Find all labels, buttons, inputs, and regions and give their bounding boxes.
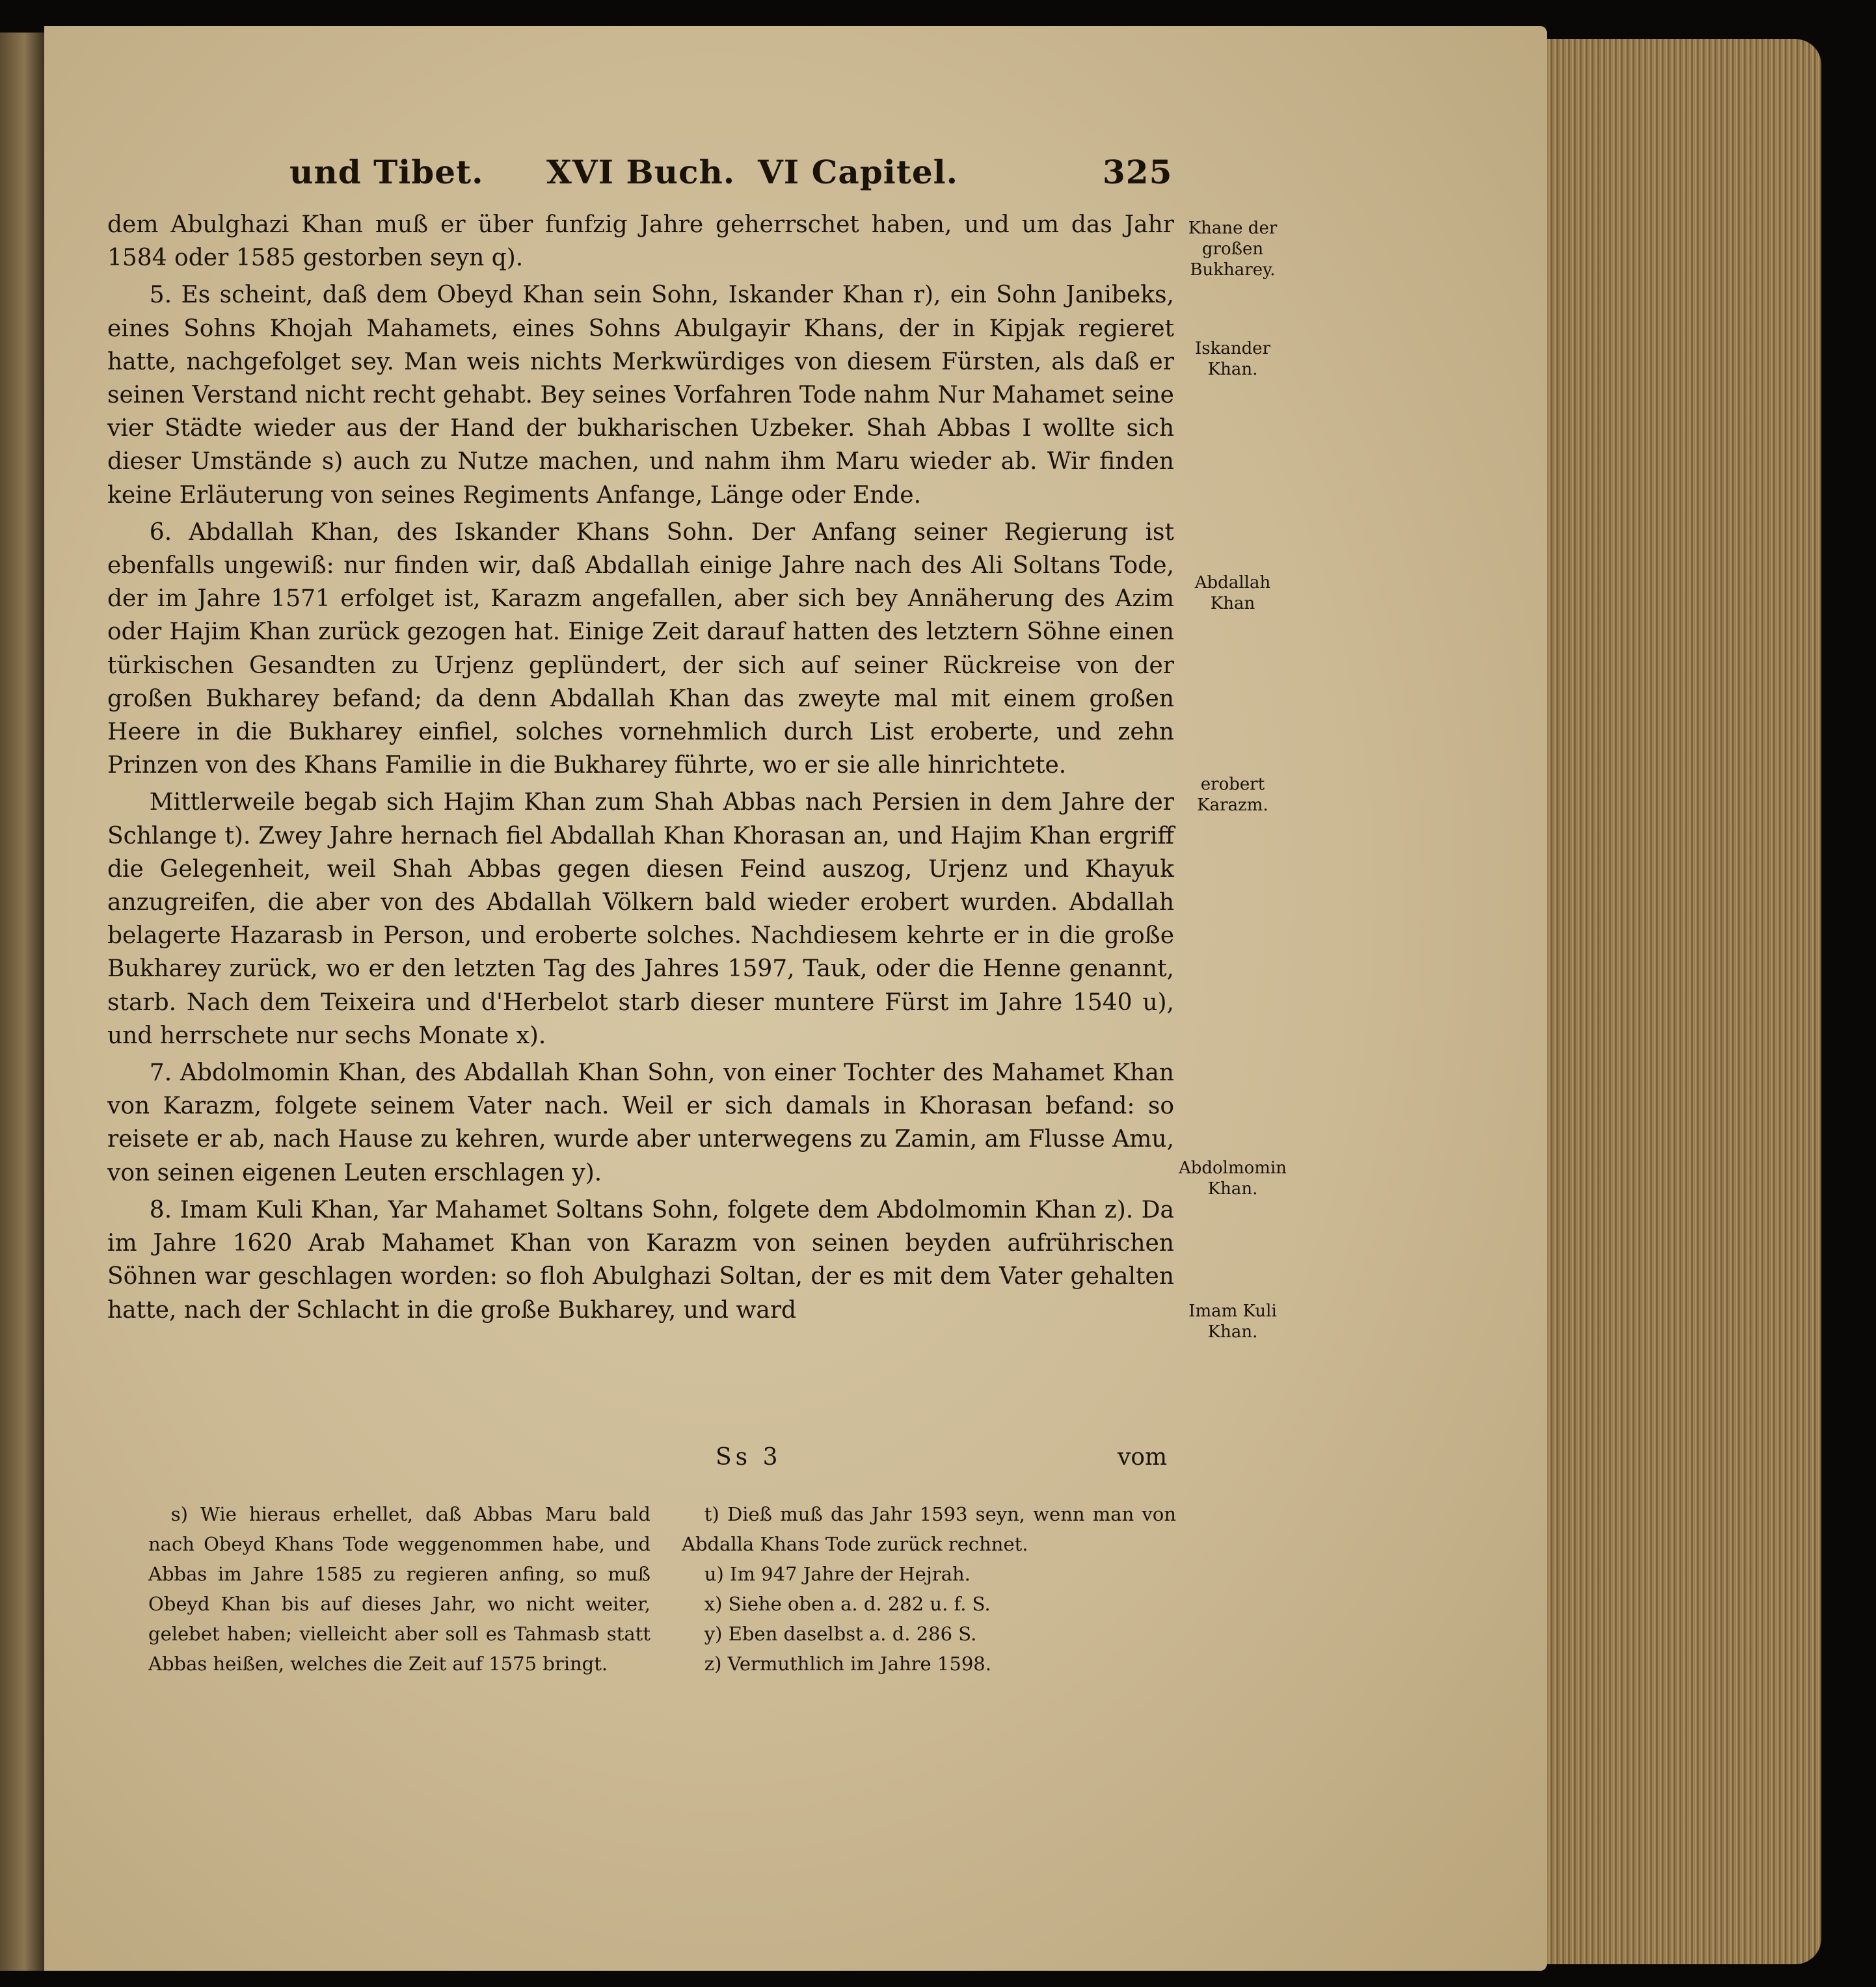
margin-note-iskander: Iskander Khan.	[1194, 339, 1271, 379]
margin-note-abdolmomin: Abdolmomin Khan.	[1178, 1158, 1287, 1199]
left-page-edge	[0, 33, 44, 1971]
main-text	[107, 208, 1174, 1331]
header-book: XVI Buch.	[546, 153, 736, 191]
paragraph-abdolmomin-khan: 7. Abdolmomin Khan, des Abdallah Khan Sohn, von einer Tochter des Mahamet Khan von Karazm, folgete seinem Vater nach. Weil er sich damals in Khorasan befand: so reisete er ab, nach Hause zu kehren, wurde aber unterwegens zu Zamin, am Flusse Amu, von seinen eigenen Leuten erschlagen y).	[107, 1060, 1174, 1186]
paragraph-imam-kuli-khan: 8. Imam Kuli Khan, Yar Mahamet Soltans Sohn, folgete dem Abdolmomin Khan z). Da im Jahre 1620 Arab Mahamet Khan von Karazm von seinen beyden aufrührischen Söhnen war geschlagen worden: so floh Abulghazi Soltan, der es mit dem Vater gehalten hatte, nach der Schlacht in die große Bukharey, und ward	[107, 1196, 1174, 1324]
footnote-z: z) Vermuthlich im Jahre 1598.	[704, 1653, 991, 1675]
footnote-s: s) Wie hieraus erhellet, daß Abbas Maru bald nach Obeyd Khans Tode weggenommen habe, und Abbas im Jahre 1585 zu regieren anfing, so muß Obeyd Khan bis auf dieses Jahr, wo nicht weiter, gelebet haben; vielleicht aber soll es Tahmasb statt Abbas heißen, welches die Zeit auf 1575 bringt.	[148, 1503, 650, 1675]
footnotes-left	[148, 1499, 650, 1679]
header-title: und Tibet.	[289, 153, 484, 191]
signature-mark: Ss 3	[716, 1444, 782, 1471]
margin-note-karazm: erobert Karazm.	[1197, 775, 1268, 815]
running-header	[260, 146, 1190, 205]
margin-note-khane: Khane der großen Bukharey.	[1188, 219, 1278, 280]
margin-note-imam-kuli: Imam Kuli Khan.	[1188, 1301, 1277, 1342]
page-block-edges	[1542, 39, 1821, 1964]
paragraph-continuation: dem Abulghazi Khan muß er über funfzig Jahre geherrschet haben, und um das Jahr 1584 oder 1585 gestorben seyn q).	[107, 211, 1174, 272]
page-number: 325	[1103, 153, 1173, 191]
paragraph-iskander-khan: 5. Es scheint, daß dem Obeyd Khan sein Sohn, Iskander Khan r), ein Sohn Janibeks, eines Sohns Khojah Mahamets, eines Sohns Abulgayir Khans, der in Kipjak regieret hatte, nachgefolget sey. Man weis nichts Merkwürdiges von diesem Fürsten, als daß er seinen Verstand nicht recht gehabt. Bey seines Vorfahren Tode nahm Nur Mahamet seine vier Städte wieder aus der Hand der bukharischen Uzbeker. Shah Abbas I wollte sich dieser Umstände s) auch zu Nutze machen, und nahm ihm Maru wieder ab. Wir finden keine Erläuterung von seines Regiments Anfange, Länge oder Ende.	[107, 282, 1174, 509]
footnote-y: y) Eben daselbst a. d. 286 S.	[704, 1623, 977, 1645]
margin-note-abdallah: Abdallah Khan	[1194, 573, 1271, 613]
paragraph-hajim-khan: Mittlerweile begab sich Hajim Khan zum Shah Abbas nach Persien in dem Jahre der Schlange t). Zwey Jahre hernach fiel Abdallah Khan Khorasan an, und Hajim Khan ergriff die Gelegenheit, weil Shah Abbas gegen diesen Feind auszog, Urjenz und Khayuk anzugreifen, die aber von des Abdallah Völkern bald wieder erobert wurden. Abdallah belagerte Hazarasb in Person, und eroberte solches. Nachdiesem kehrte er in die große Bukharey zurück, wo er den letzten Tag des Jahres 1597, Tauk, oder die Henne genannt, starb. Nach dem Teixeira und d'Herbelot starb dieser muntere Fürst im Jahre 1540 u), und herrschete nur sechs Monate x).	[107, 789, 1174, 1049]
footnotes-right	[682, 1499, 1176, 1679]
footnote-t: t) Dieß muß das Jahr 1593 seyn, wenn man von Abdalla Khans Tode zurück rechnet.	[682, 1503, 1176, 1555]
footnote-x: x) Siehe oben a. d. 282 u. f. S.	[704, 1593, 991, 1615]
footnote-u: u) Im 947 Jahre der Hejrah.	[704, 1563, 971, 1585]
catchword: vom	[1118, 1444, 1168, 1471]
paragraph-abdallah-khan: 6. Abdallah Khan, des Iskander Khans Sohn. Der Anfang seiner Regierung ist ebenfalls ungewiß: nur finden wir, daß Abdallah einige Jahre nach des Ali Soltans Tode, der im Jahre 1571 erfolget ist, Karazm angefallen, aber sich bey Annäherung des Azim oder Hajim Khan zurück gezogen hat. Einige Zeit darauf hatten des letztern Söhne einen türkischen Gesandten zu Urjenz geplündert, der sich auf seiner Rückreise von der großen Bukharey befand; da denn Abdallah Khan das zweyte mal mit einem großen Heere in die Bukharey einfiel, solches vornehmlich durch List eroberte, und zehn Prinzen von des Khans Familie in die Bukharey führte, wo er sie alle hinrichtete.	[107, 518, 1174, 779]
header-chapter: VI Capitel.	[758, 153, 959, 191]
